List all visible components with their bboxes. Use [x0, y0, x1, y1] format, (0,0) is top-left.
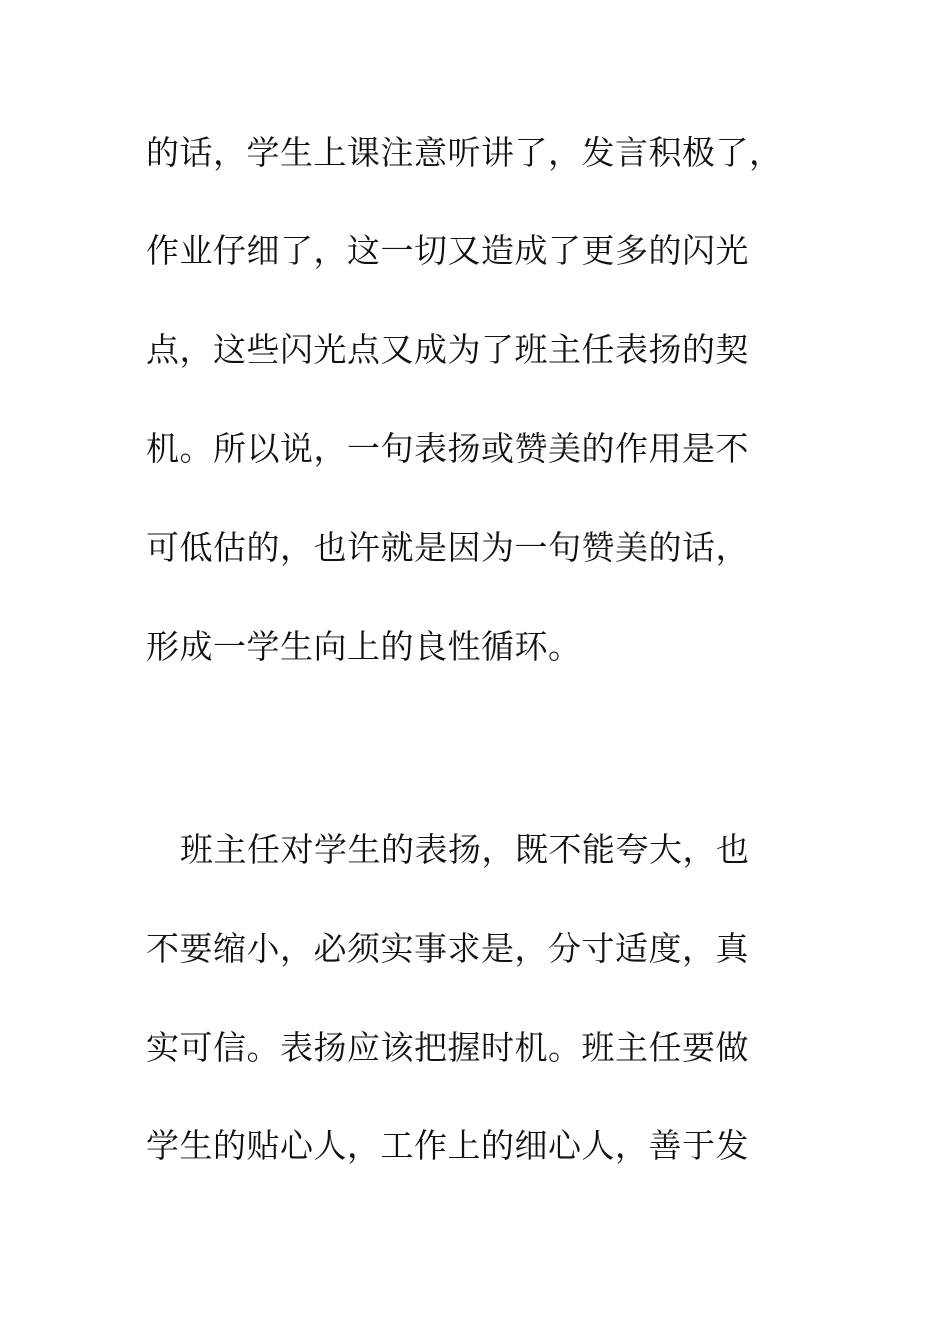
text-line: 的话，学生上课注意听讲了，发言积极了， — [146, 133, 783, 172]
text-line: 作业仔细了，这一切又造成了更多的闪光 — [146, 231, 749, 270]
text-line: 形成一学生向上的良性循环。 — [146, 627, 582, 666]
text-line: 实可信。表扬应该把握时机。班主任要做 — [146, 1028, 749, 1067]
text-line: 机。所以说，一句表扬或赞美的作用是不 — [146, 429, 749, 468]
text-line: 不要缩小，必须实事求是，分寸适度，真 — [146, 929, 749, 968]
text-line: 班主任对学生的表扬，既不能夸大，也 — [180, 830, 750, 869]
text-line: 点，这些闪光点又成为了班主任表扬的契 — [146, 330, 749, 369]
text-line: 学生的贴心人，工作上的细心人，善于发 — [146, 1126, 749, 1165]
text-line: 可低估的，也许就是因为一句赞美的话， — [146, 528, 749, 567]
